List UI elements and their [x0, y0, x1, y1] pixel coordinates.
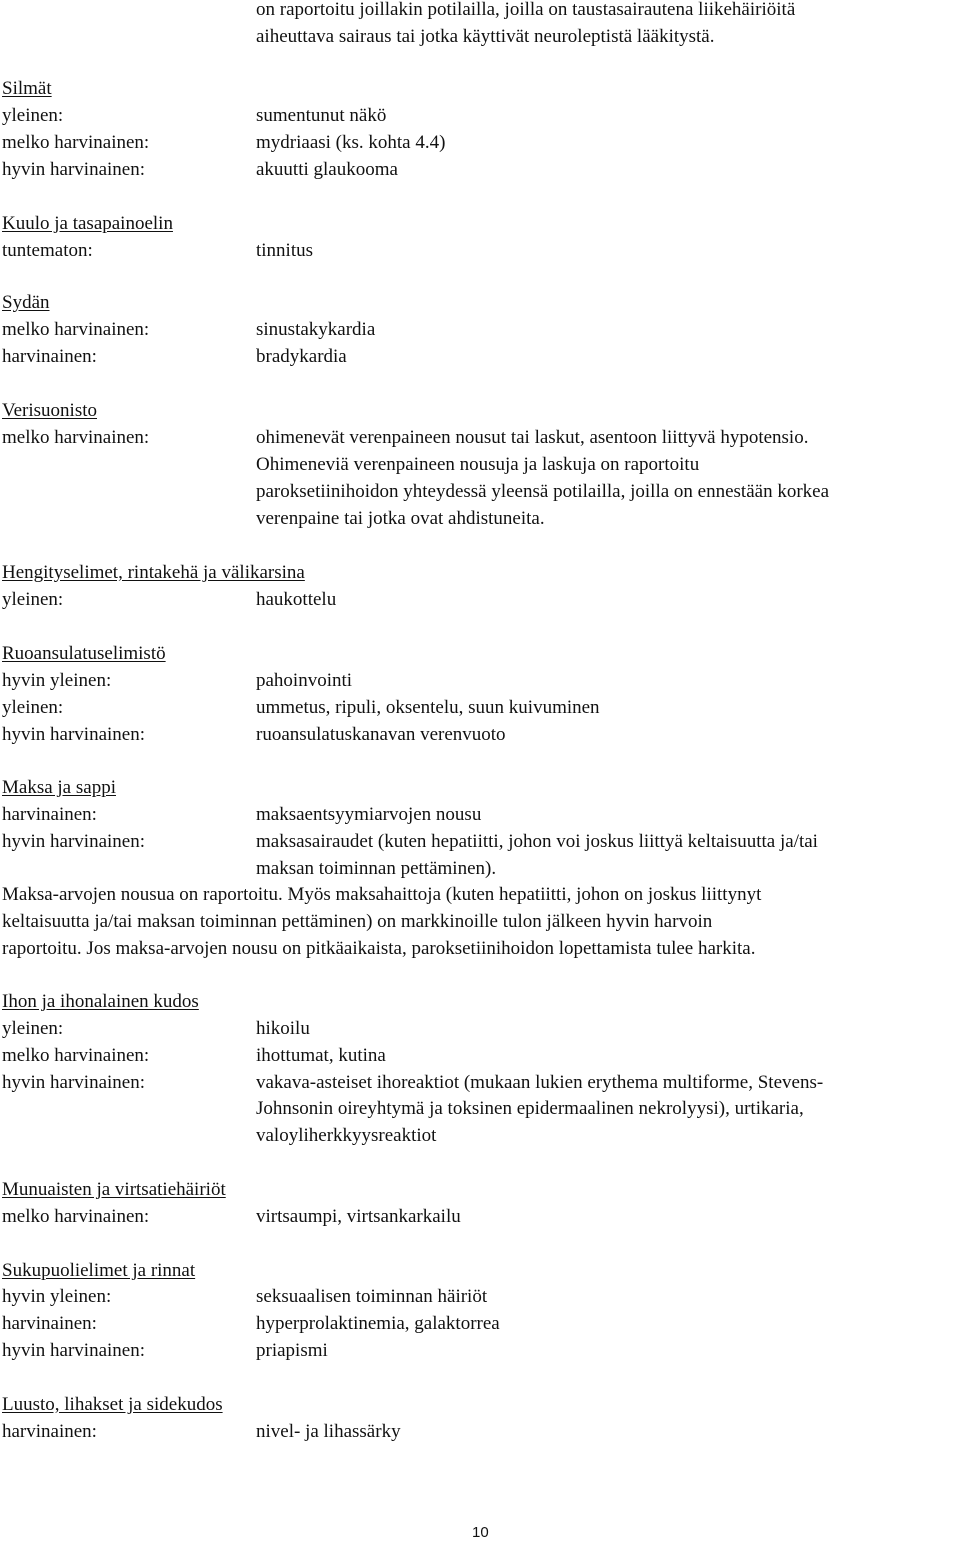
- adverse-effect: virtsaumpi, virtsankarkailu: [256, 1206, 461, 1227]
- adverse-effect: hyperprolaktinemia, galaktorrea: [256, 1313, 500, 1334]
- adverse-effect: ohimenevät verenpaineen nousut tai laskut, asentoon liittyvä hypotensio.: [256, 427, 809, 448]
- section-heading-munuaiset: Munuaisten ja virtsatiehäiriöt: [2, 1179, 226, 1200]
- frequency-label: harvinainen:: [2, 346, 97, 367]
- adverse-effect: seksuaalisen toiminnan häiriöt: [256, 1286, 488, 1307]
- adverse-effect: akuutti glaukooma: [256, 159, 398, 180]
- frequency-label: hyvin harvinainen:: [2, 1340, 145, 1361]
- section-heading-luusto: Luusto, lihakset ja sidekudos: [2, 1394, 223, 1415]
- paragraph-line: keltaisuutta ja/tai maksan toiminnan pettäminen) on markkinoille tulon jälkeen hyvin harvoin: [2, 911, 713, 932]
- frequency-label: hyvin harvinainen:: [2, 724, 145, 745]
- adverse-effect: nivel- ja lihassärky: [256, 1421, 401, 1442]
- adverse-effect-continued: Johnsonin oireyhtymä ja toksinen epidermaalinen nekrolyysi), urtikaria,: [256, 1098, 804, 1119]
- section-heading-kuulo: Kuulo ja tasapainoelin: [2, 213, 173, 234]
- adverse-effect: priapismi: [256, 1340, 328, 1361]
- adverse-effect-continued: paroksetiinihoidon yhteydessä yleensä potilailla, joilla on ennestään korkea: [256, 481, 830, 502]
- section-heading-ruoansulatus: Ruoansulatuselimistö: [2, 643, 166, 664]
- adverse-effect: ihottumat, kutina: [256, 1045, 386, 1066]
- paragraph-line: Maksa-arvojen nousua on raportoitu. Myös maksahaittoja (kuten hepatiitti, johon on joskus liittynyt: [2, 884, 762, 905]
- adverse-effect: vakava-asteiset ihoreaktiot (mukaan lukien erythema multiforme, Stevens-: [256, 1072, 824, 1093]
- frequency-label: harvinainen:: [2, 804, 97, 825]
- adverse-effect-continued: maksan toiminnan pettäminen).: [256, 858, 497, 879]
- section-heading-sydan: Sydän: [2, 292, 50, 313]
- frequency-label: melko harvinainen:: [2, 319, 150, 340]
- frequency-label: hyvin harvinainen:: [2, 1072, 145, 1093]
- intro-line: aiheuttava sairaus tai jotka käyttivät neuroleptistä lääkitystä.: [256, 26, 715, 47]
- frequency-label: hyvin yleinen:: [2, 1286, 112, 1307]
- section-heading-sukupuolielimet: Sukupuolielimet ja rinnat: [2, 1260, 196, 1281]
- frequency-label: yleinen:: [2, 589, 64, 610]
- frequency-label: melko harvinainen:: [2, 1206, 150, 1227]
- frequency-label: hyvin harvinainen:: [2, 831, 145, 852]
- adverse-effect: maksasairaudet (kuten hepatiitti, johon voi joskus liittyä keltaisuutta ja/tai: [256, 831, 818, 852]
- section-heading-silmat: Silmät: [2, 78, 52, 99]
- adverse-effect: pahoinvointi: [256, 670, 353, 691]
- adverse-effect: hikoilu: [256, 1018, 310, 1039]
- adverse-effect-continued: verenpaine tai jotka ovat ahdistuneita.: [256, 508, 545, 529]
- adverse-effect: bradykardia: [256, 346, 347, 367]
- adverse-effect: ruoansulatuskanavan verenvuoto: [256, 724, 506, 745]
- frequency-label: melko harvinainen:: [2, 1045, 150, 1066]
- adverse-effect: haukottelu: [256, 589, 337, 610]
- section-heading-hengityselimet: Hengityselimet, rintakehä ja välikarsina: [2, 562, 305, 583]
- section-heading-verisuonisto: Verisuonisto: [2, 400, 97, 421]
- frequency-label: hyvin harvinainen:: [2, 159, 145, 180]
- intro-line: on raportoitu joillakin potilailla, joilla on taustasairautena liikehäiriöitä: [256, 0, 796, 20]
- adverse-effect: sinustakykardia: [256, 319, 376, 340]
- frequency-label: yleinen:: [2, 1018, 64, 1039]
- frequency-label: harvinainen:: [2, 1313, 97, 1334]
- paragraph-line: raportoitu. Jos maksa-arvojen nousu on pitkäaikaista, paroksetiinihoidon lopettamista tulee harkita.: [2, 938, 756, 959]
- adverse-effect-continued: Ohimeneviä verenpaineen nousuja ja laskuja on raportoitu: [256, 454, 700, 475]
- page-number: 10: [472, 1524, 489, 1541]
- adverse-effect: maksaentsyymiarvojen nousu: [256, 804, 482, 825]
- section-heading-iho: Ihon ja ihonalainen kudos: [2, 991, 199, 1012]
- frequency-label: melko harvinainen:: [2, 132, 150, 153]
- frequency-label: tuntematon:: [2, 240, 93, 261]
- frequency-label: harvinainen:: [2, 1421, 97, 1442]
- adverse-effect-continued: valoyliherkkyysreaktiot: [256, 1125, 437, 1146]
- adverse-effect: sumentunut näkö: [256, 105, 387, 126]
- frequency-label: yleinen:: [2, 105, 64, 126]
- frequency-label: melko harvinainen:: [2, 427, 150, 448]
- frequency-label: yleinen:: [2, 697, 64, 718]
- frequency-label: hyvin yleinen:: [2, 670, 112, 691]
- adverse-effect: tinnitus: [256, 240, 314, 261]
- adverse-effect: mydriaasi (ks. kohta 4.4): [256, 132, 446, 153]
- adverse-effect: ummetus, ripuli, oksentelu, suun kuivuminen: [256, 697, 600, 718]
- section-heading-maksa: Maksa ja sappi: [2, 777, 116, 798]
